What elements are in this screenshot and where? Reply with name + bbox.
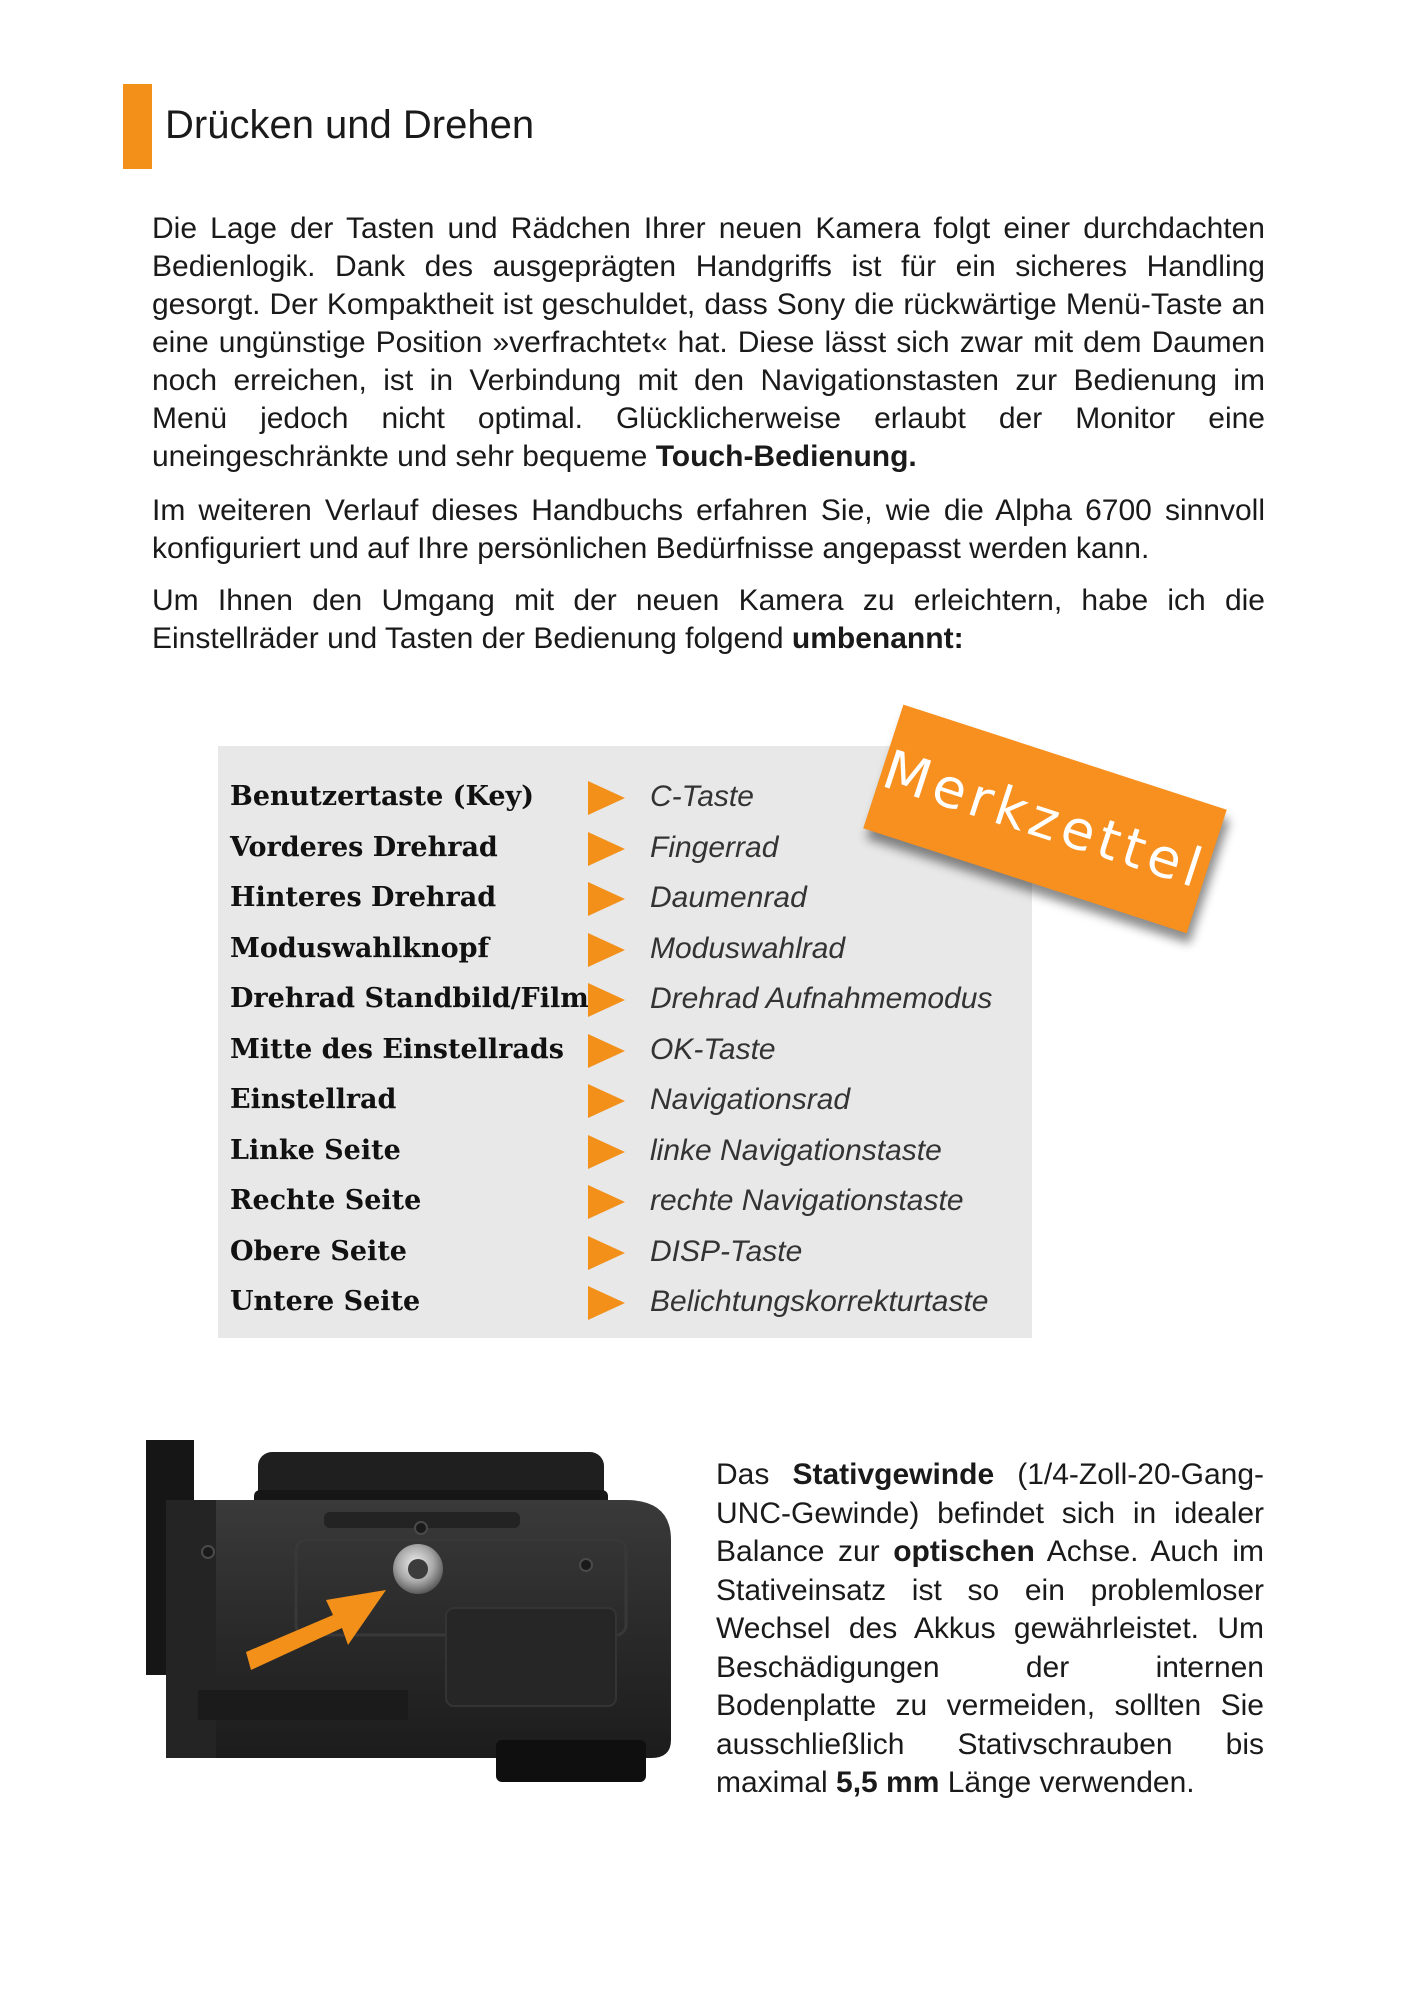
row-name: OK-Taste [650, 1032, 776, 1066]
tripod-paragraph [716, 1456, 1264, 1803]
arrow-right-icon [588, 933, 625, 967]
table-row [218, 1176, 1032, 1226]
row-name: Daumenrad [650, 881, 807, 914]
arrow-right-icon [588, 781, 625, 815]
row-term: Moduswahlknopf [230, 932, 490, 964]
row-term: Benutzertaste (Key) [230, 781, 534, 812]
table-row [218, 1075, 1032, 1125]
table-row [218, 873, 1032, 923]
table-row [218, 1126, 1032, 1176]
arrow-right-icon [588, 1135, 625, 1169]
second-paragraph [152, 492, 1265, 568]
row-name: Moduswahlrad [650, 931, 846, 965]
row-name: DISP-Taste [650, 1234, 803, 1268]
row-name: Belichtungskorrekturtaste [650, 1285, 989, 1318]
tripod-text-1: Das [716, 1458, 793, 1491]
third-paragraph [152, 582, 1265, 658]
tripod-text-3: Achse. Auch im Stativeinsatz ist so ein problemloser Wechsel des Akkus gewährleistet. Um Beschädigungen der internen Bodenplatte zu vermeiden, sollten Sie ausschließlich Stativschrauben bis maximal [716, 1535, 1264, 1799]
row-name: rechte Navigationstaste [650, 1184, 964, 1217]
arrow-right-icon [588, 832, 625, 866]
arrow-right-icon [588, 1236, 625, 1270]
arrow-right-icon [588, 983, 625, 1017]
intro-bold: Touch-Bedienung. [655, 440, 917, 473]
page-heading: Drücken und Drehen [165, 103, 535, 147]
row-term: Hinteres Drehrad [230, 882, 497, 913]
row-name: Navigationsrad [650, 1083, 851, 1116]
table-row [218, 1227, 1032, 1277]
row-name: C-Taste [650, 780, 754, 813]
row-term: Vorderes Drehrad [230, 831, 498, 863]
arrow-right-icon [588, 882, 625, 916]
row-term: Linke Seite [230, 1134, 401, 1166]
arrow-right-icon [588, 1034, 625, 1068]
row-term: Drehrad Standbild/Film [230, 983, 589, 1014]
third-bold: umbenannt: [791, 622, 964, 655]
intro-paragraph [152, 210, 1265, 476]
tripod-text-2: (1/4-Zoll-20-Gang-UNC-Gewinde) befindet sich in idealer Balance zur [716, 1458, 1264, 1568]
arrow-right-icon [588, 1286, 625, 1320]
row-term: Einstellrad [230, 1084, 397, 1115]
row-name: linke Navigationstaste [650, 1133, 942, 1167]
third-text: Um Ihnen den Umgang mit der neuen Kamera zu erleichtern, habe ich die Einstellräder und Tasten der Bedienung folgend [152, 584, 1265, 655]
tripod-bold-3: 5,5 mm [836, 1766, 940, 1799]
tripod-text-4: Länge verwenden. [939, 1766, 1195, 1799]
heading-accent-bar [123, 84, 152, 169]
tripod-bold-2: optischen [893, 1535, 1035, 1568]
row-term: Untere Seite [230, 1286, 421, 1317]
table-row [218, 924, 1032, 974]
table-row [218, 1277, 1032, 1327]
intro-text: Die Lage der Tasten und Rädchen Ihrer neuen Kamera folgt einer durchdachten Bedienlogik. Dank des ausgeprägten Handgriffs ist für ein sicheres Handling gesorgt. Der Kompaktheit ist geschuldet, dass Sony die rückwärtige Menü-Taste an eine ungünstige Position »verfrachtet« hat. Diese lässt sich zwar mit dem Daumen noch erreichen, ist in Verbindung mit den Navigationstasten zur Bedienung im Menü jedoch nicht optimal. Glücklicherweise erlaubt der Monitor eine uneingeschränkte und sehr bequeme [152, 212, 1265, 473]
camera-bottom-photo [146, 1440, 676, 1785]
table-row [218, 974, 1032, 1024]
arrow-right-icon [588, 1084, 625, 1118]
table-row [218, 1025, 1032, 1075]
second-text: Im weiteren Verlauf dieses Handbuchs erfahren Sie, wie die Alpha 6700 sinnvoll konfiguriert und auf Ihre persönlichen Bedürfnisse angepasst werden kann. [152, 494, 1265, 565]
arrow-right-icon [588, 1185, 625, 1219]
tripod-bold-1: Stativgewinde [792, 1458, 995, 1491]
row-term: Rechte Seite [230, 1185, 422, 1216]
sticker-label: Merkzettel [875, 737, 1215, 901]
row-name: Drehrad Aufnahmemodus [650, 982, 993, 1015]
row-term: Mitte des Einstellrads [230, 1033, 564, 1065]
row-term: Obere Seite [230, 1235, 407, 1267]
row-name: Fingerrad [650, 830, 779, 864]
